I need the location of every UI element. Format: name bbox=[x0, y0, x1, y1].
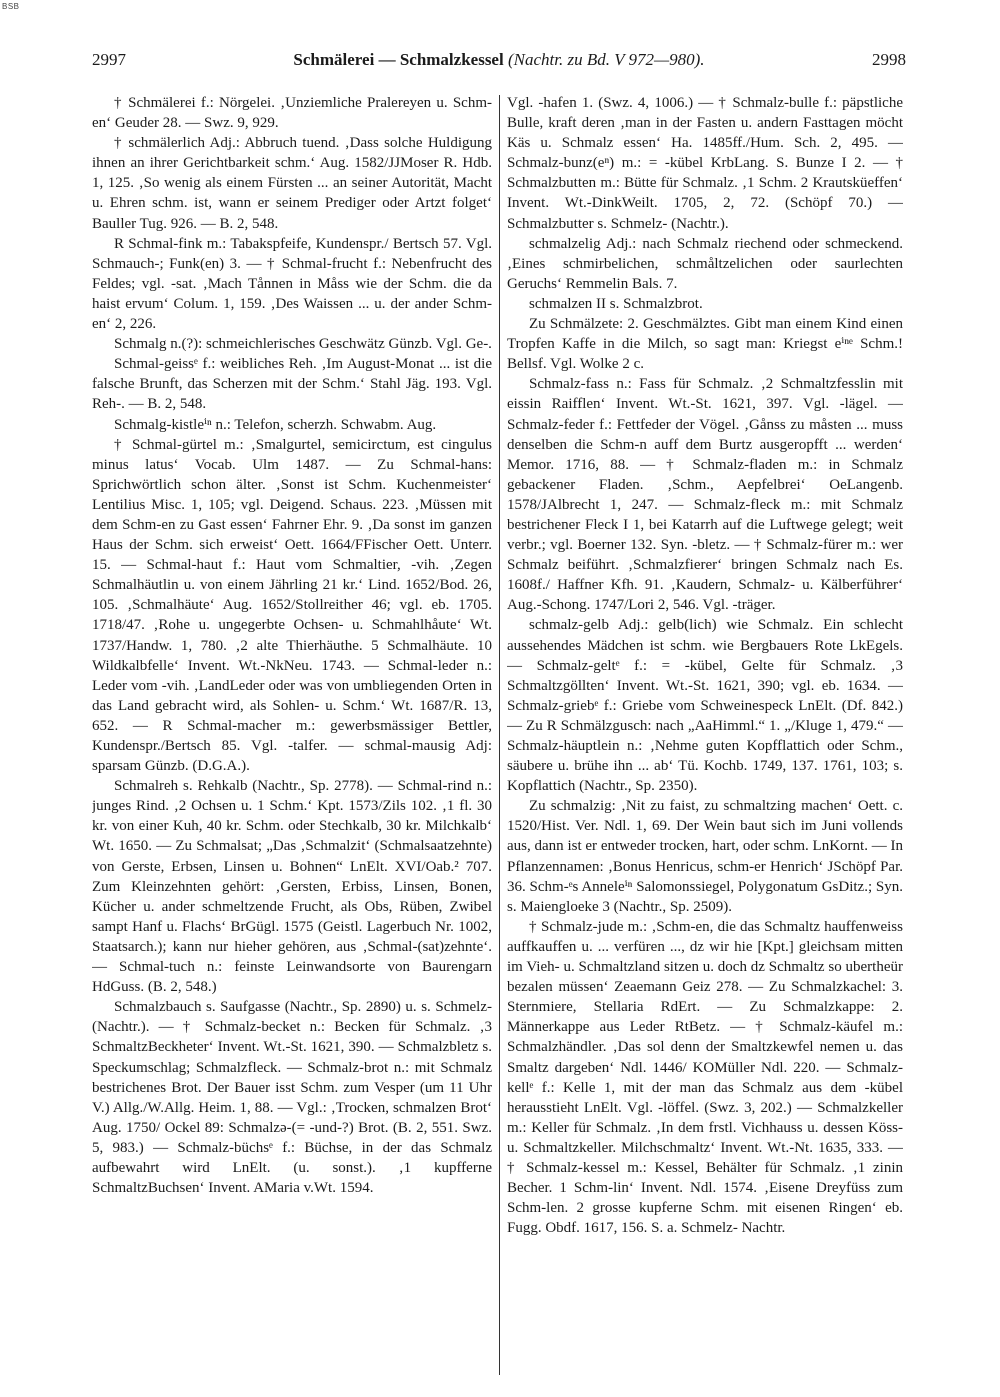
entry-schmalg: Schmalg n.(?): schmeichlerisches Geschwätz Günzb. Vgl. Ge-. bbox=[114, 336, 492, 353]
entry-schmalz-fass: Schmalz-fass n.: Fass für Schmalz. ‚2 Schmaltzfesslin mit eissin Raifflen‘ Invent. Wt.-St. 1621, 397. Vgl. -lägel. — Schmalz-feder f.: Fettfeder der Vögel. ‚Gånss zu måsten ... muss denselben die Schm-n auff dem Burtz ausgeropfft ... werden‘ Memor. 1716, 88. — † Schmalz-fladen m.: in Schmalz gebackener Fladen. ‚Schm., Aepfelbrei‘ OeLangenb. 1578/JAlbrecht 1, 247. — Schmalz-fleck m.: mit Schmalz bestrichener Fleck I 1, bei Katarrh auf die Luftwege gelegt; weit verbr.; vgl. Boerner 132. Syn. -bletz. — † Schmalz-fürer m.: wer Schmalz beiführt. ‚Schmalzfierer‘ bringen Schmalz nach Es. 1608f./ Haffner Kfh. 91. ‚Kaudern, Schmalz- u. Kälberführer‘ Aug.-Schong. 1747/Lori 2, 546. Vgl. -träger. bbox=[507, 376, 903, 614]
entry-schmal-guertel: † Schmal-gürtel m.: ‚Smalgurtel, semicirctum, est cingulus minus latus‘ Vocab. Ulm 1487. — Zu Schmal-hans: Sprichwörtlich schon älter. ‚Sonst ist Schm. Kuchenmeister‘ Lentilius Misc. 1, 105; vgl. Deigend. Schaus. 223. ‚Müssen mit dem Schm-en zu Gast essen‘ Fahrner Ehr. 9. ‚Da sonst im ganzen Haus der Schm. sich erweist‘ Oett. 1664/FFischer Oett. Unterr. 15. — Schmal-haut f.: Haut vom Schmaltier, -vih. ‚Zegen Schmalhäutlin u. von einem Jährling 21 kr.‘ Lind. 1652/Bod. 26, 105. ‚Schmalhäute‘ Aug. 1652/Stollreither 46; vgl. eb. 1705. 1718/47. ‚Rohe u. ungegerbte Ochsen- u. Schmahlhåute‘ Wt. 1737/Handw. 1, 780. ‚2 alte Thierhäuthe. 5 Schmalhäute. 10 Wildkalbfelle‘ Invent. Wt.-NkNeu. 1743. — Schmal-leder n.: Leder vom -vih. ‚LandLeder oder was von umbliegenden Orten in das Land gebracht wird, als Sohlen- u. Schm.‘ Wt. 1687/R. 13, 652. — R Schmal-macher m.: gewerbsmässiger Bettler, Kundenspr./Bertsch 85. Vgl. -talfer. — schmal-mausig Adj: sparsam Günzb. (D.G.A.). bbox=[92, 436, 492, 775]
right-column bbox=[507, 93, 903, 1393]
entry-schmalz-jude: † Schmalz-jude m.: ‚Schm-en, die das Schmaltz hauffenweiss auffkauffen u. ... verfüren ..., dz wir hie [Kpt.] gleichsam mitten im Vieh- u. Schmaltzland sitzen u. doch dz Schmaltz so ubertheür bezalen müssen‘ Zeaemann Geiz 278. — Zu Schmalzkachel: 3. Sternmiere, Stellaria RdErt. — Zu Schmalzkappe: 2. Männerkappe aus Leder RtBetz. — † Schmalz-käufel m.: Schmalzhändler. ‚Das sol denn der Smaltzkewfel nemen u. das Smaltz dargeben‘ Ndl. 1446/ KOMüller Ndl. 220. — Schmalz-kellᵉ f.: Kelle 1, mit der man das Schmalz aus dem -kübel herausstieht LnElt. Vgl. -löffel. (Swz. 3, 202.) — Schmalzkeller m.: Keller für Schmalz. ‚In dem frstl. Vichhauss u. dessen Köss- u. Schmaltzkeller. Milchschmaltz‘ Invent. Wt.-Nt. 1635, 333. — † Schmalz-kessel m.: Kessel, Behälter für Schmalz. ‚1 zinin Becher. 1 Schm-lin‘ Invent. Ndl. 1574. ‚Eisene Dreyfüss zum Schm-len. 2 grosse kupferne Schm. mit eisenen Ringen‘ eb. Fugg. Obdf. 1617, 156. S. a. Schmelz- Nachtr. bbox=[507, 918, 903, 1237]
page-number-right: 2998 bbox=[872, 50, 906, 69]
running-title-headwords: Schmälerei — Schmalzkessel bbox=[293, 50, 504, 69]
running-title bbox=[92, 50, 906, 70]
entry-schmalzbauch: Schmalzbauch s. Saufgasse (Nachtr., Sp. 2890) u. s. Schmelz- (Nachtr.). — † Schmalz-becket n.: Becken für Schmalz. ‚3 SchmaltzBeckheter‘ Invent. Wt.-St. 1621, 390. — Schmalzbletz s. Speckumschlag; Schmalzfleck. — Schmalz-brot n.: mit Schmalz bestrichenes Brot. Der Bauer isst Schm. zum Vesper (um 11 Uhr V.) Allg./W.Allg. Heim. 1, 88. — Vgl.: ‚Trocken, schmalzen Brot‘ Aug. 1750/ Ockel 89: Schmalzə-(= -und-?) Brot. (B. 2, 551. Swz. 5, 983.) — Schmalz-büchsᵉ f.: Büchse, in der das Schmalz aufbewahrt wird LnElt. (u. sonst.). ‚1 kupfferne SchmaltzBuchsen‘ Invent. AMaria v.Wt. 1594. bbox=[92, 999, 492, 1197]
page-header bbox=[92, 50, 906, 74]
left-column bbox=[92, 93, 492, 1393]
page-number-left: 2997 bbox=[92, 50, 126, 69]
entry-schmalzelig: schmalzelig Adj.: nach Schmalz riechend oder schmeckend. ‚Eines schmirbelichen, schmåltzelichen oder saurlechten Geruchs‘ Remmelin Bals. 7. bbox=[507, 235, 903, 292]
entry-schmalz-bulle-continued: Vgl. -hafen 1. (Swz. 4, 1006.) — † Schmalz-bulle f.: päpstliche Bulle, kraft deren ‚man in der Fasten u. andern Fasttagen möcht Käs u. Schmalz essen‘ Ha. 1485ff./Hum. Sch. 2, 495. — Schmalz-bunz(eⁿ) m.: = -kübel KrbLang. S. Bunze I 2. — † Schmalzbutten m.: Bütte für Schmalz. ‚1 Schm. 2 Krautsküeffen‘ Invent. Wt.-DinkWeilt. 1705, 2, 72. (Schöpf 70.) — Schmalzbutter s. Schmelz- (Nachtr.). bbox=[507, 95, 903, 232]
entry-schmal-geiss: Schmal-geissᵉ f.: weibliches Reh. ‚Im August-Monat ... ist die falsche Brunft, das Scherzen mit der Schm.‘ Stahl Jäg. 193. Vgl. Reh-. — B. 2, 548. bbox=[92, 356, 492, 413]
entry-schmalg-kistle: Schmalg-kistleⁱⁿ n.: Telefon, scherzh. Schwabm. Aug. bbox=[114, 416, 437, 433]
entry-schmaelzete: Zu Schmälzete: 2. Geschmälztes. Gibt man einem Kind einen Tropfen Kaffe in die Milch, so sagt man: Kriegst eⁱⁿᵉ Schm.! Bellsf. Vgl. Wolke 2 c. bbox=[507, 316, 903, 373]
entry-schmaelerei: † Schmälerei f.: Nörgelei. ‚Unziemliche Pralereyen u. Schm-en‘ Geuder 28. — Swz. 9, 929. bbox=[92, 95, 492, 132]
entry-schmaelerlich: † schmälerlich Adj.: Abbruch tuend. ‚Dass solche Huldigung ihnen an ihrer Gerichtbarkeit schm.‘ Aug. 1582/JJMoser R. Hdb. 1, 125. ‚So wenig als einem Fürsten ... an seiner Autorität, Macht u. Ehren schm. ist, wann er seinem Prediger oder Artzt folget‘ Bauller Tug. 926. — B. 2, 548. bbox=[92, 135, 492, 232]
entry-schmalzen: schmalzen II s. Schmalzbrot. bbox=[529, 295, 703, 312]
entry-schmal-fink: R Schmal-fink m.: Tabakspfeife, Kundenspr./ Bertsch 57. Vgl. Schmauch-; Funk(en) 3. — † Schmal-frucht f.: Nebenfrucht des Feldes; vgl. -sat. ‚Mach Tånnen in Måss wie der Schm. die da haist ervum‘ Colum. 1, 159. ‚Des Waissen ... u. der ander Schm-en‘ 2, 226. bbox=[92, 235, 492, 333]
entry-schmalz-gelb: schmalz-gelb Adj.: gelb(lich) wie Schmalz. Ein schlecht aussehendes Mädchen ist schm. wie Bergbauers Rote LkEgels. — Schmalz-geltᵉ f.: = -kübel, Gelte für Schmalz. ‚3 Schmaltzgöllten‘ Invent. Wt.-St. 1621, 390; vgl. eb. 1634. — Schmalz-griebᵉ f.: Griebe vom Schweinespeck LnElt. (Df. 842.) — Zu R Schmälzgusch: nach „AaHimml.“ 1. „/Kluge 1, 479.“ — Schmalz-häuptlein n.: ‚Nehme guten Kopfflattich oder Schm., säubere u. brühe ihn ... ab‘ Tü. Kochb. 1749, 137. 1761, 103; s. Kopflattich (Nachtr., Sp. 2350). bbox=[507, 617, 903, 795]
library-stamp: BSB bbox=[2, 2, 20, 11]
entry-schmalzig: Zu schmalzig: ‚Nit zu faist, zu schmaltzing machen‘ Oett. c. 1520/Hist. Ver. Ndl. 1, 69. Der Wein baut sich im Juni vollends aus, dann ist er entweder trocken, hart, oder schm. LnKornt. — In Pflanzennamen: ‚Bonus Henricus, schm-er Henrich‘ JSchöpf Par. 36. Schm-ᵉs Anneleⁱⁿ Salomonssiegel, Polygonatum GsDitz.; Syn. s. Maiengloeke 3 (Nachtr., Sp. 2509). bbox=[507, 798, 903, 915]
entry-schmalreh: Schmalreh s. Rehkalb (Nachtr., Sp. 2778). — Schmal-rind n.: junges Rind. ‚2 Ochsen u. 1 Schm.‘ Kpt. 1573/Zils 102. ‚1 fl. 30 kr. von einer Kuh, 40 kr. Schm. oder Stechkalb, 30 kr. Milchkalb‘ Wt. 1650. — Zu Schmalsat; „Das ‚Schmalzit‘ (Schmalsaatzehnte) von Gerste, Erbsen, Linsen u. Bohnen“ LnElt. XVI/Oab.² 707. Zum Kleinzehnten gehört: ‚Gersten, Erbiss, Linsen, Bonen, Kücher u. ander schmeltzende Frucht, als Obs, Rüben, Zwibel sampt Hanf u. Flachs‘ BrGügl. 1575 (Geistl. Lagerbuch Nr. 1002, Staatsarch.); kann nur hieher gehören, aus ‚Schmal-(sat)zehnte‘. — Schmal-tuch n.: feinste Leinwandsorte von Baurengarn HdGuss. (B. 2, 548.) bbox=[92, 778, 492, 996]
running-title-reference: (Nachtr. zu Bd. V 972—980). bbox=[507, 50, 705, 69]
column-divider bbox=[499, 95, 500, 1375]
